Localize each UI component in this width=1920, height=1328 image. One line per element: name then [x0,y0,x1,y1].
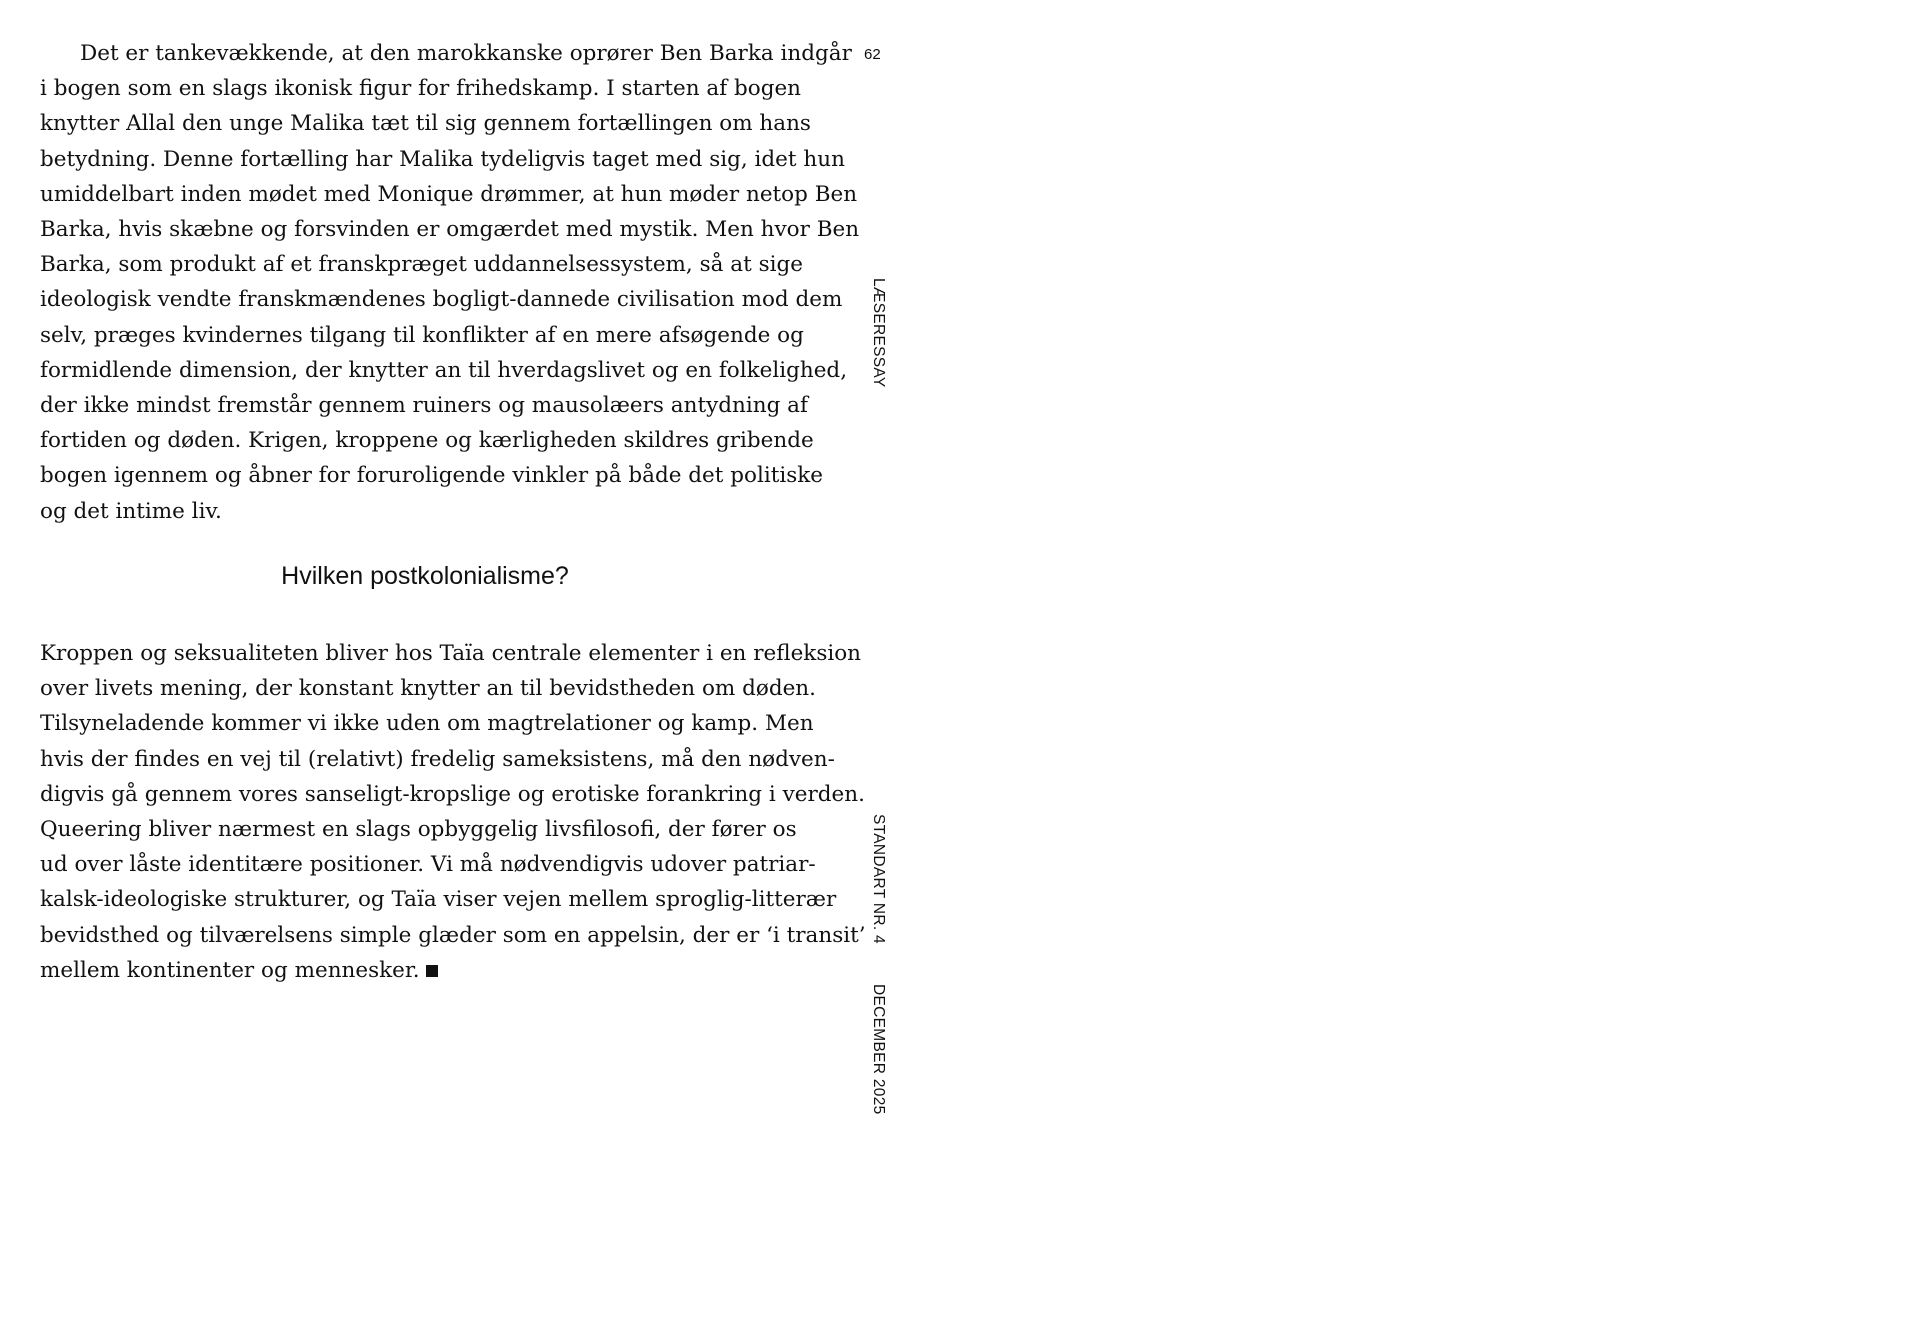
text-line: Barka, som produkt af et franskpræget uddannelsessystem, så at sige [40,252,803,278]
text-line: der ikke mindst fremstår gennem ruiners og mausolæers antydning af [40,393,808,419]
text-line: knytter Allal den unge Malika tæt til sig gennem fortællingen om hans [40,111,811,137]
text-line: digvis gå gennem vores sanseligt-kropslige og erotiske forankring i verden. [40,781,865,807]
text-line: fortiden og døden. Krigen, kroppene og kærligheden skildres gribende [40,428,814,454]
text-line: bevidsthed og tilværelsens simple glæder som en appelsin, der er ‘i transit’ [40,922,866,948]
text-line: Queering bliver nærmest en slags opbyggelig livsfilosofi, der fører os [40,817,797,843]
text-line: ud over låste identitære positioner. Vi må nødvendigvis udover patriar- [40,852,816,878]
text-line: Kroppen og seksualiteten bliver hos Taïa centrale elementer i en refleksion [40,641,862,666]
text-line-last [40,953,830,988]
text-line: Barka, hvis skæbne og forsvinden er omgærdet med mystik. Men hvor Ben [40,217,860,243]
section-heading: Hvilken postkolonialisme? [281,562,569,590]
text-line: Det er tankevækkende, at den marokkanske oprører Ben Barka indgår [80,41,852,66]
text-line: umiddelbart inden mødet med Monique drømmer, at hun møder netop Ben [40,181,858,207]
section-label: LÆSERESSAY [870,278,887,388]
text-line: kalsk-ideologiske strukturer, og Taïa viser vejen mellem sproglig-litterær [40,887,837,913]
text-line: hvis der findes en vej til (relativt) fredelig sameksistens, må den nødven- [40,746,835,772]
end-of-article-mark [426,965,438,977]
text-line: selv, præges kvindernes tilgang til konflikter af en mere afsøgende og [40,322,804,348]
last-line-text: mellem kontinenter og mennesker. [40,957,420,983]
text-line: formidlende dimension, der knytter an til hverdagslivet og en folkelighed, [40,357,848,383]
text-line: over livets mening, der konstant knytter an til bevidstheden om døden. [40,676,816,702]
article-paragraph-1 [40,36,860,529]
text-line: Tilsyneladende kommer vi ikke uden om magtrelationer og kamp. Men [40,711,814,737]
page-number: 62 [864,46,881,63]
text-line: ideologisk vendte franskmændenes bogligt-dannede civilisation mod dem [40,287,843,313]
text-line: bogen igennem og åbner for foruroligende vinkler på både det politiske [40,463,823,489]
text-line: i bogen som en slags ikonisk figur for frihedskamp. I starten af bogen [40,76,802,102]
article-paragraph-2 [40,636,866,988]
issue-date: DECEMBER 2025 [870,984,887,1115]
issue-label: STANDART NR. 4 [870,814,887,944]
text-line: og det intime liv. [40,498,222,524]
text-line: betydning. Denne fortælling har Malika tydeligvis taget med sig, idet hun [40,146,845,172]
